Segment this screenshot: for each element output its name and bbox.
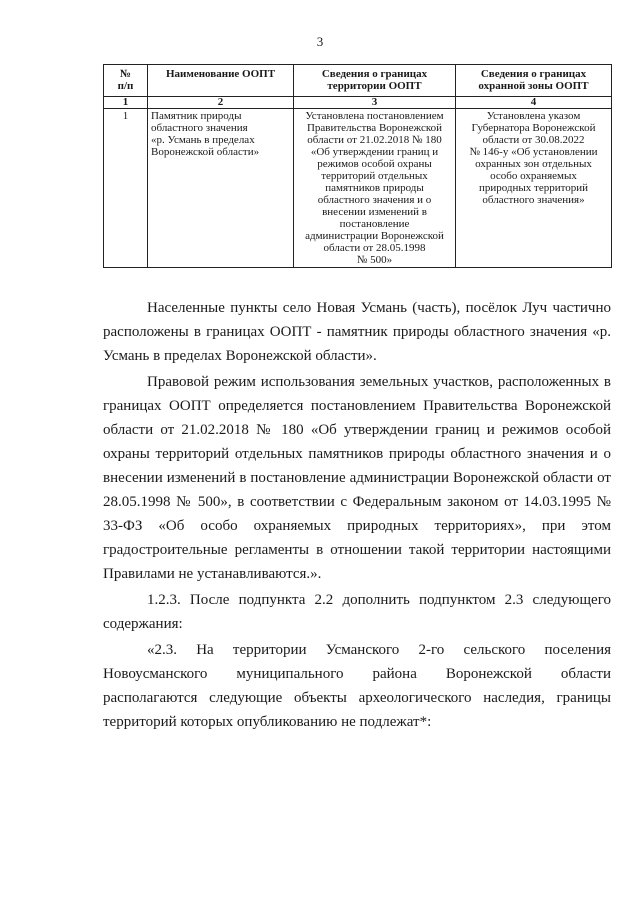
oopt-table [103,64,612,268]
header-number: № п/п [104,65,148,97]
column-number: 1 [104,97,148,109]
column-number: 4 [456,97,612,109]
paragraph-settlements: Населенные пункты село Новая Усмань (часть), посёлок Луч частично расположены в границах ООПТ - памятник природы областного значения «р. Усмань в пределах Воронежской области». [103,300,611,364]
table-row [104,109,612,268]
header-protection-zone-bounds: Сведения о границах охранной зоны ООПТ [456,65,612,97]
oopt-name-cell: Памятник природы областного значения «р. Усмань в пределах Воронежской области» [148,109,294,268]
paragraph-legal-regime: Правовой режим использования земельных участков, расположенных в границах ООПТ определяется постановлением Правительства Воронежской области от 21.02.2018 № 180 «Об утверждении границ и режимов особой охраны территорий отдельных памятников природы областного значения и о внесении изменений в постановление администрации Воронежской области от 28.05.1998 № 500», в соответствии с Федеральным законом от 14.03.1995 № 33-ФЗ «Об особо охраняемых природных территориях», при этом градостроительные регламенты в отношении такой территории настоящими Правилами не устанавливаются.». [103,374,611,582]
paragraph-clause-line-2: Новоусманского муниципального района Воронежской области [103,666,611,682]
table-column-numbers-row [104,97,612,109]
column-number: 3 [294,97,456,109]
row-number-cell: 1 [104,109,148,268]
header-oopt-name: Наименование ООПТ [148,65,294,97]
header-territory-bounds: Сведения о границах территории ООПТ [294,65,456,97]
document-body [103,296,611,734]
paragraph-amendment: 1.2.3. После подпункта 2.2 дополнить подпунктом 2.3 следующего содержания: [103,592,611,632]
paragraph-clause-rest: располагаются следующие объекты археологического наследия, границы территорий которых опубликованию не подлежат*: [103,690,611,730]
territory-bounds-cell: Установлена постановлением Правительства Воронежской области от 21.02.2018 № 180 «Об утверждении границ и режимов особой охраны территорий отдельных памятников природы областного значения и о внесении изменений в постановление администрации Воронежской области от 28.05.1998 № 500» [294,109,456,268]
column-number: 2 [148,97,294,109]
paragraph-clause-line-1: «2.3. На территории Усманского 2-го сельского поселения [147,642,611,658]
protection-zone-cell: Установлена указом Губернатора Воронежской области от 30.08.2022 № 146-у «Об установлении охранных зон отдельных особо охраняемых природных территорий областного значения» [456,109,612,268]
table-header-row [104,65,612,97]
page-number: 3 [316,34,324,49]
